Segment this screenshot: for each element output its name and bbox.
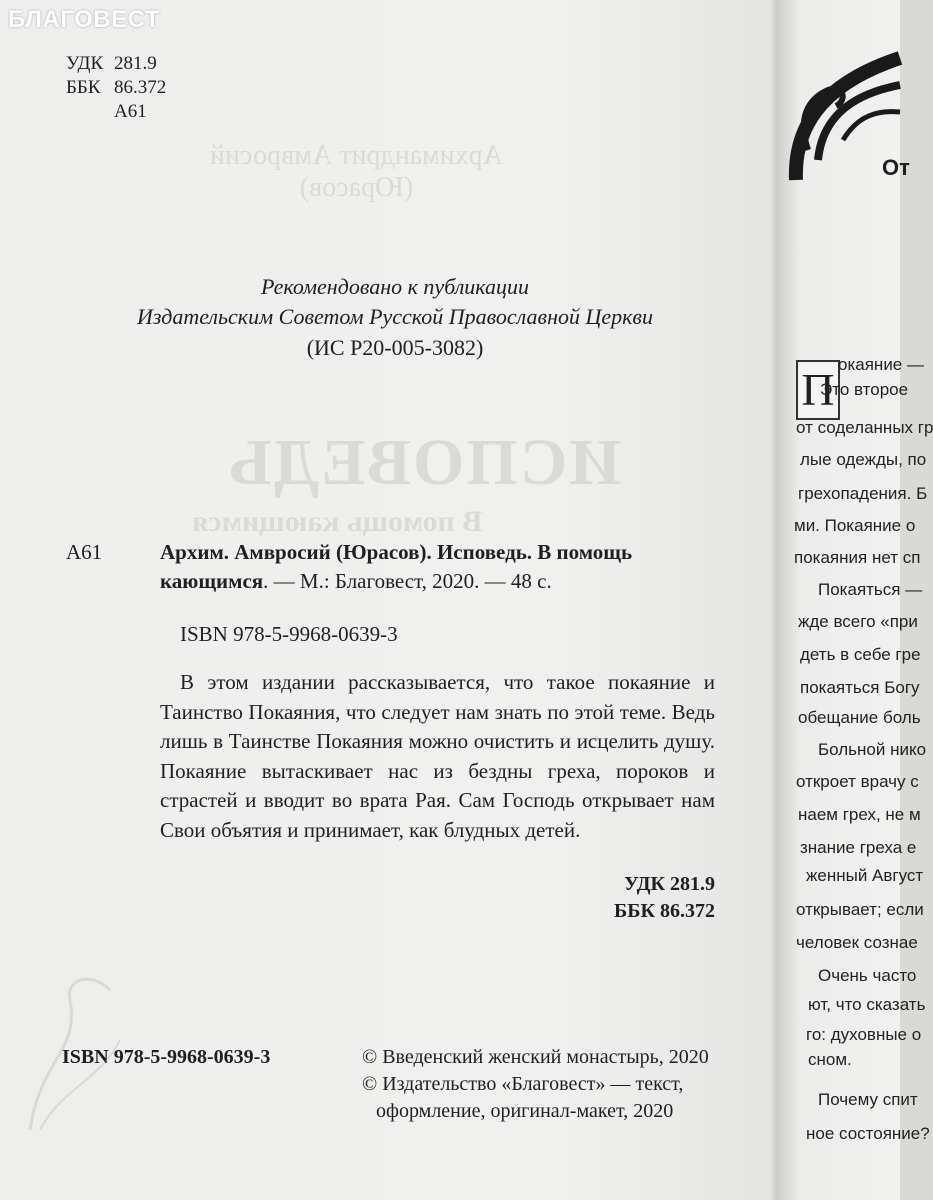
right-page-line: жде всего «при (798, 612, 918, 631)
copyright-publisher-cont: оформление, оригинал-макет, 2020 (376, 1100, 674, 1122)
show-through-subtitle: В помощь кающимся (192, 505, 483, 538)
classification-codes (66, 52, 166, 124)
show-through-author: Архимандрит Амвросий (Юрасов) (210, 140, 503, 203)
author-sign: А61 (114, 101, 147, 122)
recommendation-code: (ИС Р20-005-3082) (306, 335, 484, 360)
footer-isbn: ISBN 978-5-9968-0639-3 (62, 1046, 271, 1068)
right-page-line: покаяться Богу (800, 678, 920, 697)
udk-label: УДК (66, 53, 104, 74)
catalog-isbn: ISBN 978-5-9968-0639-3 (180, 622, 398, 646)
right-page-line: обещание боль (798, 708, 921, 727)
right-page-line: ное состояние? (806, 1124, 930, 1143)
right-page-line: Покаяться — (818, 580, 923, 599)
catalog-bbk: ББК 86.372 (614, 900, 715, 922)
right-page-line: знание греха е (800, 838, 917, 857)
right-page-line: грехопадения. Б (798, 484, 928, 503)
right-page-line: человек сознае (796, 933, 918, 952)
right-page-line: го: духовные о (806, 1025, 922, 1044)
right-page-line: деть в себе гре (800, 645, 921, 664)
recommendation-line-1: Рекомендовано к публикации (260, 274, 530, 299)
right-page-line: ют, что сказать (808, 995, 926, 1014)
bbk-value: 86.372 (114, 77, 167, 98)
right-page-line: наем грех, не м (798, 805, 921, 824)
catalog-title: Архим. Амвросий (Юрасов). Исповедь. В помощь (160, 540, 633, 564)
right-page-line: Почему спит (818, 1090, 918, 1109)
right-page-line: Больной нико (818, 740, 927, 759)
annotation: В этом издании рассказывается, что такое покаяние и Таинство Покаяния, что следует нам знать по этой теме. Ведь лишь в Таинстве Покаяния можно очистить и исцелить душу. Покаяние вытаскивает нас из бездны греха, пороков и страстей и вводит во врата Рая. Сам Господь открывает нам Свои объятия и принимает, как блудных детей. (160, 670, 715, 842)
drop-cap: П (796, 360, 840, 420)
recommendation-block (0, 272, 790, 364)
right-page-line: покаяния нет сп (794, 548, 921, 567)
right-page-line: Очень часто (818, 966, 917, 985)
catalog-sign: А61 (66, 540, 103, 564)
right-page-line: окаяние — (838, 355, 924, 374)
catalog-udk: УДК 281.9 (624, 873, 715, 895)
right-page-line: сном. (808, 1050, 852, 1069)
udk-value: 281.9 (114, 53, 157, 74)
catalog-title-line2: кающимся. — М.: Благовест, 2020. — 48 с. (160, 569, 552, 593)
corner-ornament-bottom-left (20, 960, 140, 1140)
bbk-label: ББК (66, 77, 101, 98)
copyright-publisher: © Издательство «Благовест» — текст, (362, 1073, 684, 1095)
watermark-logo: БЛАГОВЕСТ (8, 6, 161, 33)
right-page-line: от соделанных гр (796, 418, 933, 437)
right-page-line: Это второе (820, 380, 909, 399)
right-page-line: ми. Покаяние о (794, 516, 916, 535)
show-through-title: ИСПОВЕДЬ (226, 426, 621, 499)
right-page-line: открывает; если (796, 900, 924, 919)
right-page (778, 0, 933, 1200)
right-page-line: женный Август (806, 866, 924, 885)
copyright-monastery: © Введенский женский монастырь, 2020 (362, 1046, 709, 1068)
recommendation-line-2: Издательским Советом Русской Православной Церкви (137, 304, 653, 329)
chapter-heading: От (882, 155, 910, 180)
right-page-line: откроет врачу с (796, 772, 919, 791)
right-page-line: лые одежды, по (800, 450, 927, 469)
